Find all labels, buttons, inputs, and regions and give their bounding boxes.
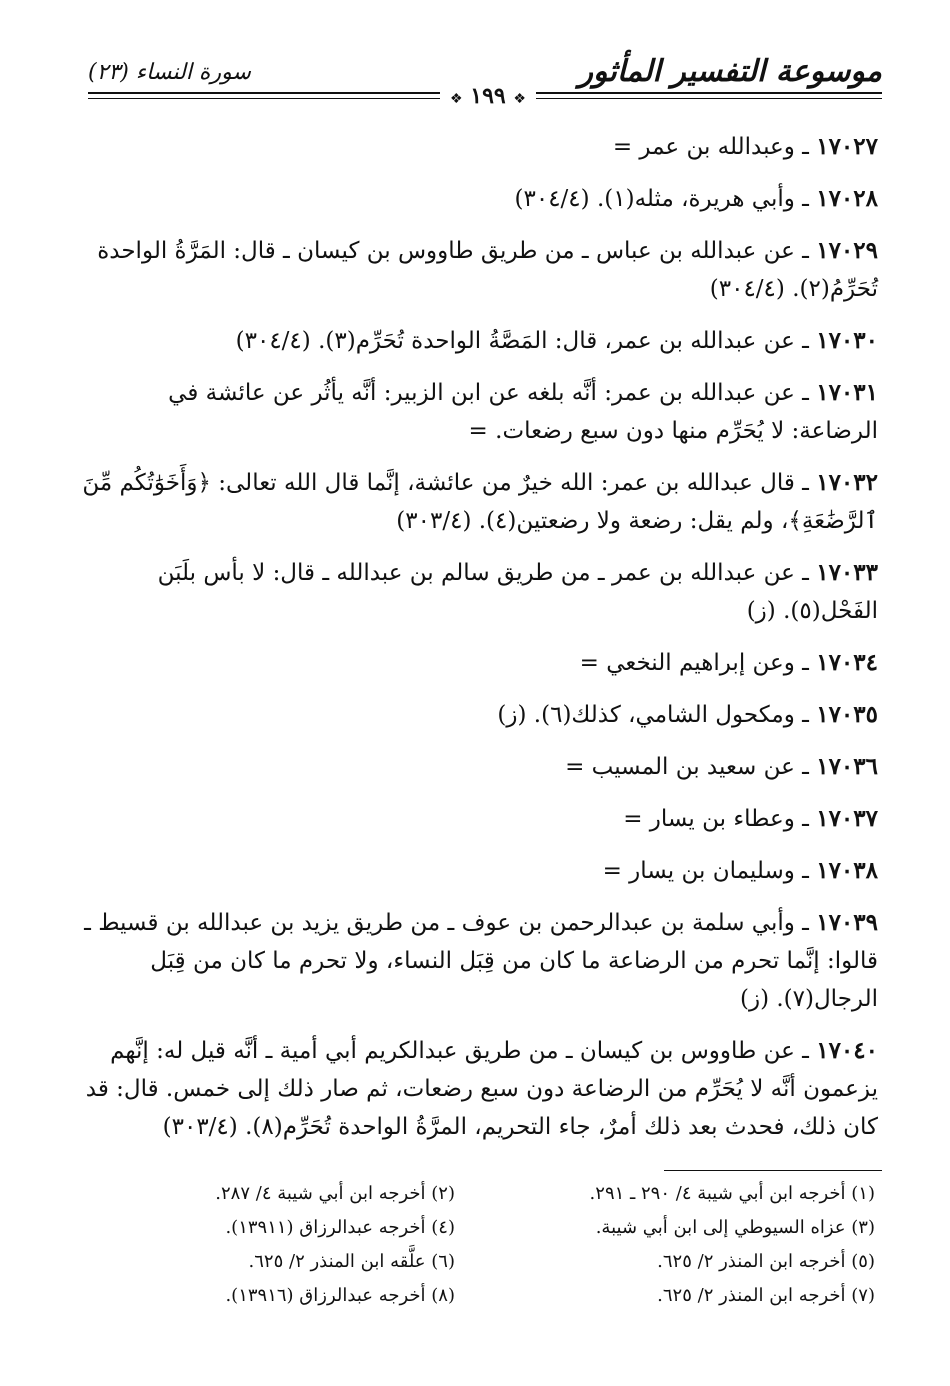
entry: ١٧٠٣٩ ـ وأبي سلمة بن عبدالرحمن بن عوف ـ من طريق يزيد بن عبدالله بن قسيط ـ قالوا: إنَّما تحرم من الرضاعة ما كان من قِبَل النساء، ولا تحرم ما كان من قِبَل الرجال(٧). (ز) <box>84 909 878 1012</box>
footnote: (٦) علَّقه ابن المنذر ٢/ ٦٢٥. <box>248 1251 455 1272</box>
entry: ١٧٠٣٥ ـ ومكحول الشامي، كذلك(٦). (ز) <box>497 701 878 728</box>
footnote: (٤) أخرجه عبدالرزاق (١٣٩١١). <box>225 1217 455 1238</box>
footnote: (٢) أخرجه ابن أبي شيبة ٤/ ٢٨٧. <box>215 1183 455 1204</box>
book-title: موسوعة التفسير المأثور <box>578 54 882 89</box>
main-text <box>78 128 878 1160</box>
entry: ١٧٠٣٨ ـ وسليمان بن يسار = <box>602 857 878 884</box>
footnote: (٨) أخرجه عبدالرزاق (١٣٩١٦). <box>225 1285 455 1306</box>
footnote: (٥) أخرجه ابن المنذر ٢/ ٦٢٥. <box>657 1251 875 1272</box>
entry: ١٧٠٣٠ ـ عن عبدالله بن عمر، قال: المَصَّةُ الواحدة تُحَرِّم(٣). (٣٠٤/٤) <box>235 327 878 354</box>
surah-label: سورة النساء (٢٣) <box>88 60 251 85</box>
page-number: ❖ ١٩٩ ❖ <box>440 83 536 109</box>
entry: ١٧٠٣١ ـ عن عبدالله بن عمر: أنَّه بلغه عن ابن الزبير: أنَّه يأثُر عن عائشة في الرضاعة: لا يُحَرِّم منها دون سبع رضعات. = <box>168 379 878 444</box>
footnote: (١) أخرجه ابن أبي شيبة ٤/ ٢٩٠ ـ ٢٩١. <box>589 1183 875 1204</box>
footnote: (٧) أخرجه ابن المنذر ٢/ ٦٢٥. <box>657 1285 875 1306</box>
entry: ١٧٠٤٠ ـ عن طاووس بن كيسان ـ من طريق عبدالكريم أبي أمية ـ أنَّه قيل له: إنَّهم يزعمون أنَّه لا يُحَرِّم من الرضاعة دون سبع رضعات، ثم صار ذلك إلى خمس. قال: قد كان ذلك، فحدث بعد ذلك أمرٌ، جاء التحريم، المرَّةُ الواحدة تُحَرِّم(٨). (٣٠٣/٤) <box>85 1037 878 1140</box>
entry: ١٧٠٣٢ ـ قال عبدالله بن عمر: الله خيرٌ من عائشة، إنَّما قال الله تعالى: ﴿وَأَخَوَٰتُكُم مِّنَ ٱلرَّضَٰعَةِ﴾، ولم يقل: رضعة ولا رضعتين(٤). (٣٠٣/٤) <box>82 469 878 534</box>
entry: ١٧٠٢٧ ـ وعبدالله بن عمر = <box>612 133 878 160</box>
entry: ١٧٠٣٣ ـ عن عبدالله بن عمر ـ من طريق سالم بن عبدالله ـ قال: لا بأس بلَبَن الفَحْل(٥). (ز) <box>157 559 878 624</box>
entry: ١٧٠٣٦ ـ عن سعيد بن المسيب = <box>565 753 878 780</box>
entry: ١٧٠٢٩ ـ عن عبدالله بن عباس ـ من طريق طاووس بن كيسان ـ قال: المَرَّةُ الواحدة تُحَرِّمُ(٢). (٣٠٤/٤) <box>97 237 878 302</box>
entry: ١٧٠٣٤ ـ وعن إبراهيم النخعي = <box>579 649 878 676</box>
entry: ١٧٠٣٧ ـ وعطاء بن يسار = <box>623 805 878 832</box>
footnote-separator <box>664 1170 882 1171</box>
ornament-icon: ❖ <box>450 91 463 107</box>
ornament-icon: ❖ <box>513 91 526 107</box>
entry: ١٧٠٢٨ ـ وأبي هريرة، مثله(١). (٣٠٤/٤) <box>514 185 878 212</box>
footnote: (٣) عزاه السيوطي إلى ابن أبي شيبة. <box>595 1217 875 1238</box>
